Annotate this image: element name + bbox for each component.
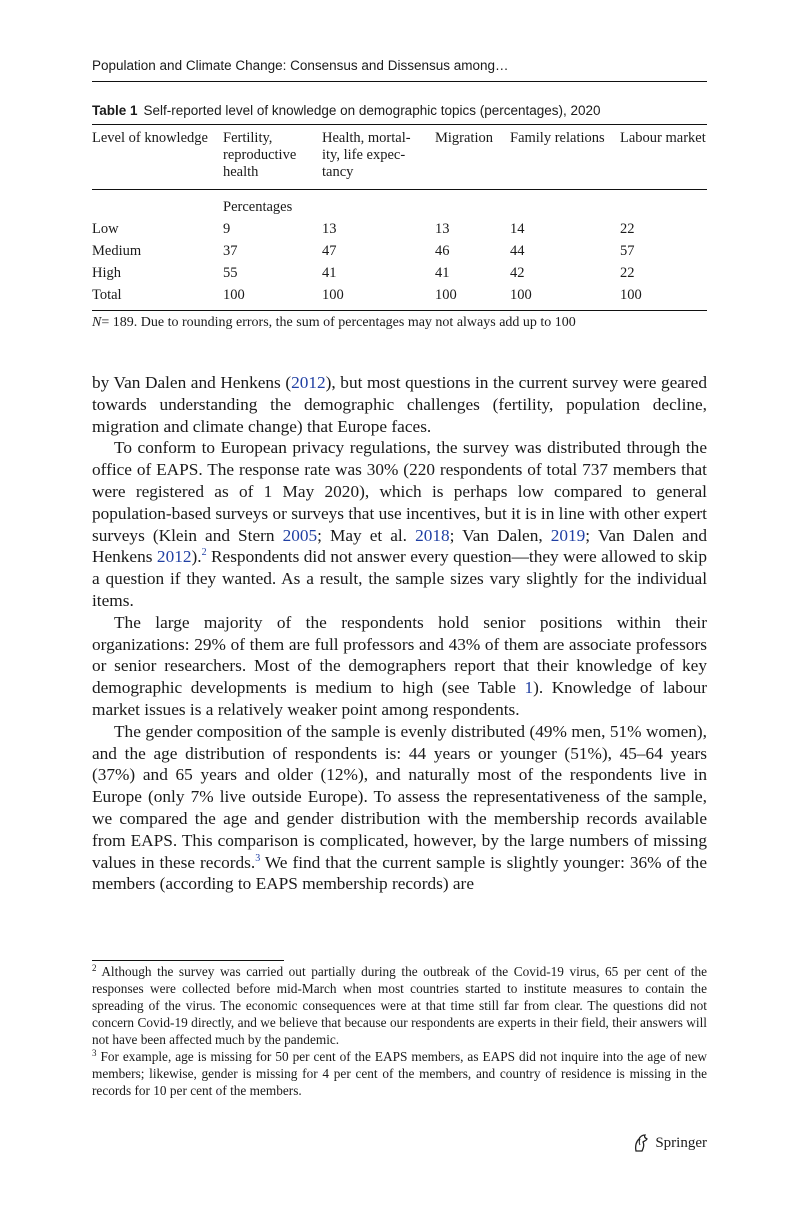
column-header xyxy=(620,125,707,189)
text-run: The large majority of the respondents hold senior positions within their organizations: 29% of them are full professors and 43% of them are associate professors or senior researchers. Most of the demographers report that their knowledge of key demographic developments is medium to high (see Table xyxy=(92,612,707,698)
text-run: ; May et al. xyxy=(317,525,416,545)
column-header-line: Fertility, xyxy=(223,130,273,146)
table-bottom-rule xyxy=(92,310,707,311)
table-cell: 100 xyxy=(322,287,344,303)
column-header-line: Family relations xyxy=(510,130,605,146)
row-label: Total xyxy=(92,287,122,303)
table-cell: 22 xyxy=(620,221,635,237)
table-cell: 13 xyxy=(322,221,337,237)
text-run: We find that the current sample is slightly younger: 36% of the members (according to EAPS membership records) are xyxy=(92,852,707,894)
citation-link[interactable]: 1 xyxy=(524,678,534,698)
publisher-logo xyxy=(632,1133,707,1153)
table-cell: 100 xyxy=(223,287,245,303)
text-run: ). Knowledge of labour market issues is a relatively weaker point among respondents. xyxy=(92,678,707,719)
paragraph-2 xyxy=(92,437,707,611)
table-cell: 46 xyxy=(435,243,450,259)
table-caption-text: Self-reported level of knowledge on demographic topics (percentages), 2020 xyxy=(143,103,601,118)
table-row xyxy=(92,284,707,310)
footnotes xyxy=(92,963,707,1099)
column-header-line: reproductive xyxy=(223,147,297,163)
column-header xyxy=(435,125,510,189)
table-cell: 47 xyxy=(322,243,337,259)
table-cell: 100 xyxy=(620,287,642,303)
text-run: by Van Dalen and Henkens ( xyxy=(92,373,292,392)
footnote-3-number: 3 xyxy=(92,1048,97,1058)
column-header-line: tancy xyxy=(322,164,354,180)
text-run: Respondents did not answer every question—they were allowed to skip a question if they wanted. As a result, the sample sizes vary slightly for the individual items. xyxy=(92,547,707,610)
table-cell: 37 xyxy=(223,243,238,259)
publisher-name: Springer xyxy=(655,1134,707,1151)
citation-link[interactable]: 2012 xyxy=(291,373,326,392)
paragraph-3 xyxy=(92,612,707,721)
paragraph-4 xyxy=(92,721,707,895)
text-run: ; Van Dalen and Henkens xyxy=(92,525,707,567)
table-cell: 41 xyxy=(435,265,450,281)
column-header-line: ity, life expec- xyxy=(322,147,406,163)
table-label: Table 1 xyxy=(92,103,138,118)
header-rule xyxy=(92,81,707,82)
column-header-line: Migration xyxy=(435,130,493,146)
table-body xyxy=(92,190,707,310)
footnote-2-text: Although the survey was carried out partially during the outbreak of the Covid-19 virus, 65 per cent of the responses were collected before mid-March when most countries started to institute measures to contain the spreading of the virus. The economic consequences were at that time still far from clear. The questions did not concern Covid-19 directly, and we believe that because our respondents are experts in their field, their answers will not have been affected much by the pandemic. xyxy=(92,964,707,1047)
row-label: High xyxy=(92,265,121,281)
text-run: ; Van Dalen, xyxy=(449,525,551,545)
footnote-ref[interactable]: 3 xyxy=(255,852,261,864)
table-note xyxy=(92,315,576,331)
footnote-3 xyxy=(92,1048,707,1099)
units-row xyxy=(92,190,707,218)
table-note-text: = 189. Due to rounding errors, the sum of percentages may not always add up to 100 xyxy=(101,315,576,330)
column-header-line: Health, mortal- xyxy=(322,130,411,146)
column-header-line: Labour market xyxy=(620,130,706,146)
table-cell: 13 xyxy=(435,221,450,237)
table-row xyxy=(92,240,707,262)
column-header xyxy=(322,125,435,189)
footnote-ref[interactable]: 2 xyxy=(201,547,207,559)
citation-link[interactable]: 2005 xyxy=(282,525,318,545)
paragraph-1 xyxy=(92,372,707,437)
table-row xyxy=(92,262,707,284)
column-header xyxy=(92,125,223,189)
column-header xyxy=(510,125,620,189)
table-cell: 57 xyxy=(620,243,635,259)
table-header-row xyxy=(92,125,707,189)
footnote-2-number: 2 xyxy=(92,963,97,973)
footnote-2 xyxy=(92,963,707,1048)
text-run: ). xyxy=(191,547,202,567)
table-note-n: N xyxy=(92,315,102,330)
running-header: Population and Climate Change: Consensus and Dissensus among… xyxy=(92,58,509,73)
table-cell: 100 xyxy=(435,287,457,303)
row-label: Medium xyxy=(92,243,142,259)
table-cell: 42 xyxy=(510,265,525,281)
springer-horse-icon xyxy=(632,1133,650,1153)
table-cell: 41 xyxy=(322,265,337,281)
column-header-line: Level of knowledge xyxy=(92,130,208,146)
table-cell: 55 xyxy=(223,265,238,281)
table-cell: 44 xyxy=(510,243,525,259)
text-run: To conform to European privacy regulations, the survey was distributed through the office of EAPS. The response rate was 30% (220 respondents of total 737 members that were registered as of 1 May 2020), which is perhaps low compared to general population-based surveys or surveys that use incentives, but it is in line with other expert surveys (Klein and Stern xyxy=(92,438,707,545)
column-header-line: health xyxy=(223,164,259,180)
table-row xyxy=(92,218,707,240)
units-label: Percentages xyxy=(223,199,293,215)
body-text xyxy=(92,372,707,895)
citation-link[interactable]: 2019 xyxy=(550,525,586,545)
text-run: ), but most questions in the current survey were geared towards understanding the demographic challenges (fertility, population decline, migration and climate change) that Europe faces. xyxy=(92,373,707,436)
footnote-3-text: For example, age is missing for 50 per cent of the EAPS members, as EAPS did not inquire into the age of new members; likewise, gender is missing for 4 per cent of the members, and country of residence is missing in the records for 10 per cent of the members. xyxy=(92,1049,707,1098)
table-cell: 100 xyxy=(510,287,532,303)
citation-link[interactable]: 2012 xyxy=(156,547,192,567)
table-cell: 14 xyxy=(510,221,525,237)
table-cell: 22 xyxy=(620,265,635,281)
table-cell: 9 xyxy=(223,221,231,237)
footnote-rule xyxy=(92,960,284,961)
text-run: The gender composition of the sample is evenly distributed (49% men, 51% women), and the age distribution of respondents is: 44 years or younger (51%), 45–64 years (37%) and 65 years and older (12%), and naturally most of the respondents live in Europe (only 7% live outside Europe). To assess the representativeness of the sample, we compared the age and gender distribution with the membership records available from EAPS. This comparison is complicated, however, by the large numbers of missing values in these records. xyxy=(92,721,707,872)
citation-link[interactable]: 2018 xyxy=(415,525,450,545)
table-caption xyxy=(92,103,707,118)
column-header xyxy=(223,125,322,189)
table-1 xyxy=(92,124,707,311)
units-row-blank xyxy=(92,190,223,218)
row-label: Low xyxy=(92,221,119,237)
